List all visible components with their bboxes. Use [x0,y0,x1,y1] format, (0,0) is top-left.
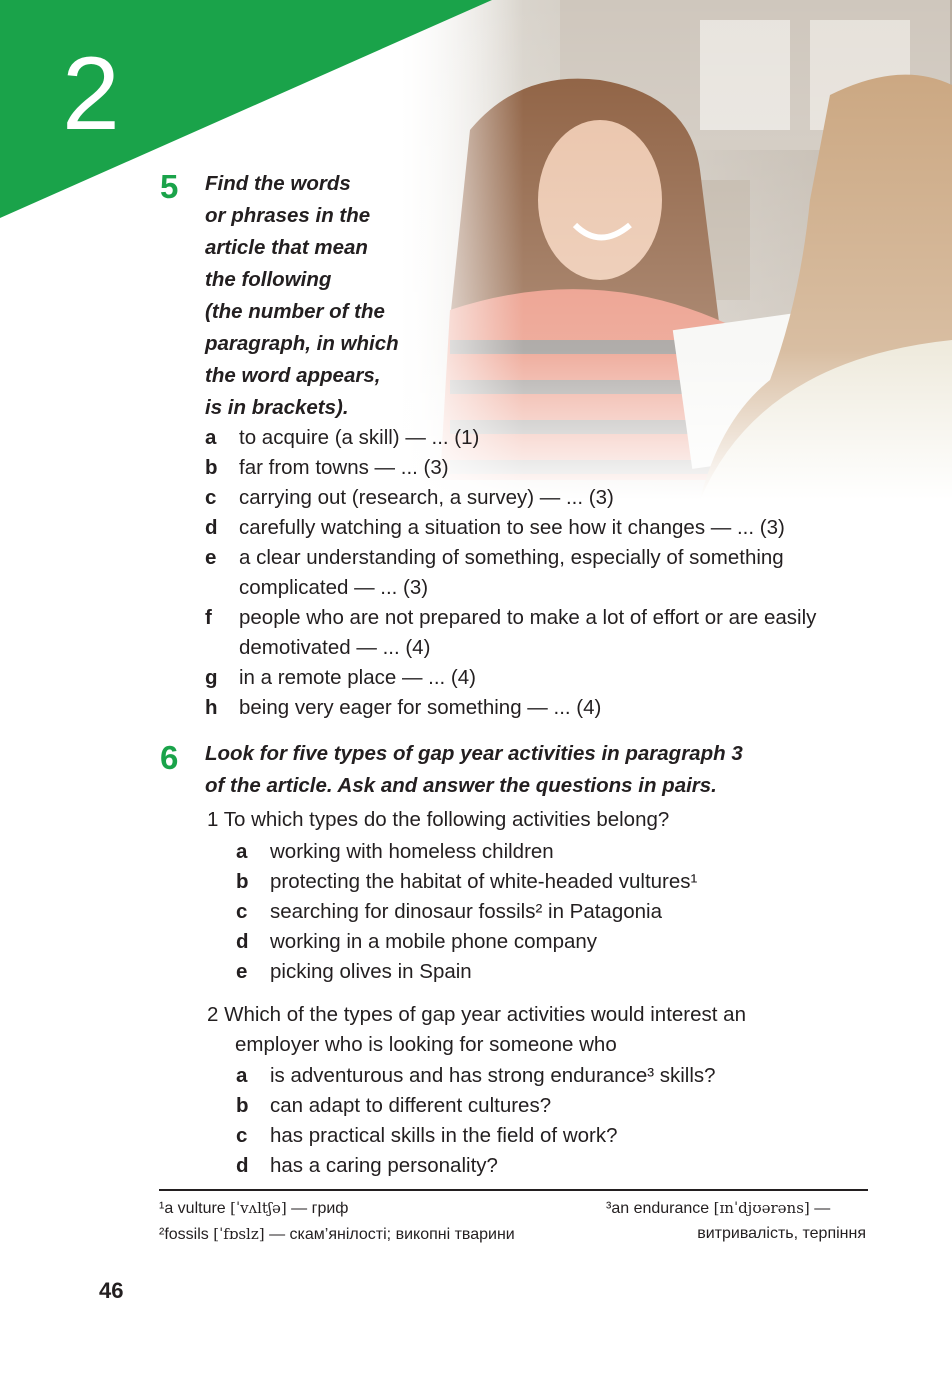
item-letter: b [236,1094,249,1117]
question-text: employer who is looking for someone who [235,1033,617,1056]
question-text: 2 Which of the types of gap year activities would interest an [207,1003,746,1026]
footnote-transcription: [ˈfɒslz] [213,1225,265,1243]
instruction-line: is in brackets). [205,396,349,419]
exercise-6-number: 6 [160,739,179,776]
instruction-line: article that mean [205,236,368,259]
item-letter: b [236,870,249,893]
item-letter: b [205,456,218,479]
item-letter: e [205,546,217,569]
footnote-transcription: [ˈvʌltʃə] [230,1199,287,1217]
footnote-word: ²fossils [159,1226,209,1243]
item-letter: d [236,930,249,953]
item-text: being very eager for something — ... (4) [239,696,602,719]
item-text: complicated — ... (3) [239,576,429,599]
footnote-2 [159,1221,515,1248]
item-letter: d [205,516,218,539]
item-text: working in a mobile phone company [270,930,598,953]
item-letter: c [205,486,217,509]
footnote-translation: — гриф [291,1200,349,1217]
item-text: working with homeless children [270,840,554,863]
item-text: is adventurous and has strong endurance³ skills? [270,1064,716,1087]
item-text: in a remote place — ... (4) [239,666,476,689]
footnote-3-translation: витривалість, терпіння [697,1225,866,1242]
footnote-1 [159,1195,348,1222]
item-text: protecting the habitat of white-headed vultures¹ [270,870,698,893]
instruction-line: Find the words [205,172,351,195]
item-text: picking olives in Spain [270,960,472,983]
exercise-5-number: 5 [160,168,179,205]
instruction-line: Look for five types of gap year activities in paragraph 3 [205,742,743,765]
footnote-divider [159,1189,868,1191]
footnote-translation: — скам’янілості; викопні тварини [269,1226,515,1243]
item-text: has a caring personality? [270,1154,498,1177]
item-letter: d [236,1154,249,1177]
footnote-transcription: [ɪnˈdjʊərəns] [713,1199,810,1217]
item-letter: g [205,666,218,689]
item-text: a clear understanding of something, especially of something [239,546,784,569]
item-letter: c [236,1124,248,1147]
item-letter: a [205,426,217,449]
exercise-6-instruction [205,738,743,802]
item-text: demotivated — ... (4) [239,636,431,659]
instruction-line: paragraph, in which [205,332,399,355]
footnote-word: ³an endurance [606,1200,710,1217]
item-text: carefully watching a situation to see how it changes — ... (3) [239,516,785,539]
instruction-line: (the number of the [205,300,385,323]
footnote-dash: — [814,1200,831,1217]
unit-number: 2 [62,36,120,152]
page-number: 46 [99,1278,124,1303]
item-text: can adapt to different cultures? [270,1094,552,1117]
item-text: people who are not prepared to make a lot of effort or are easily [239,606,817,629]
item-letter: a [236,1064,248,1087]
instruction-line: the word appears, [205,364,381,387]
instruction-line: or phrases in the [205,204,371,227]
item-text: searching for dinosaur fossils² in Patagonia [270,900,662,923]
item-letter: f [205,606,212,629]
item-letter: e [236,960,248,983]
item-text: far from towns — ... (3) [239,456,449,479]
item-text: carrying out (research, a survey) — ... (3) [239,486,614,509]
item-text: to acquire (a skill) — ... (1) [239,426,480,449]
exercise-5-instruction [205,168,399,424]
item-letter: c [236,900,248,923]
footnote-word: ¹a vulture [159,1200,226,1217]
item-letter: a [236,840,248,863]
item-text: has practical skills in the field of work? [270,1124,618,1147]
question-text: 1 To which types do the following activities belong? [207,808,670,831]
instruction-line: the following [205,268,332,291]
footnote-3 [606,1195,830,1222]
instruction-line: of the article. Ask and answer the questions in pairs. [205,774,717,797]
item-letter: h [205,696,218,719]
